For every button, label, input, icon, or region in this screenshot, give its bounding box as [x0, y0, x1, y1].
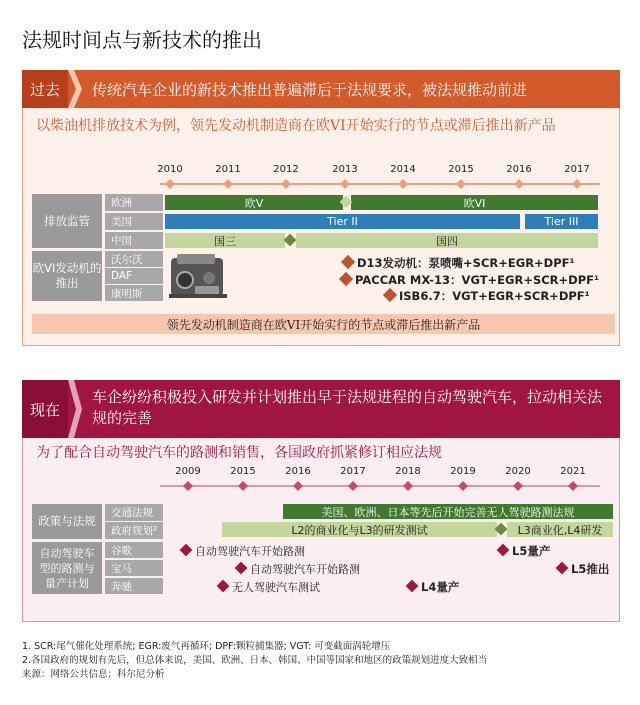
event-mercedes-test: 无人驾驶汽车测试 — [232, 581, 320, 594]
bar-l3-l4: L3商业化,L4研发 — [507, 522, 613, 537]
past-year-label: 2013 — [332, 164, 358, 175]
now-banner — [22, 380, 620, 438]
past-group-euro6-launch: 欧VI发动机的推出 — [32, 251, 102, 301]
row-label-china: 中国 — [105, 232, 163, 249]
now-year-label: 2019 — [450, 466, 476, 477]
now-axis — [160, 485, 600, 487]
bar-euro5: 欧V — [165, 195, 343, 210]
chevron-right-icon — [68, 70, 82, 108]
now-tag: 现在 — [22, 380, 68, 438]
row-label-bmw: 宝马 — [105, 560, 163, 576]
past-banner — [22, 70, 620, 108]
now-subhead: 为了配合自动驾驶汽车的路测和销售，各国政府抓紧修订相应法规 — [36, 445, 442, 461]
bar-euro6: 欧VI — [351, 195, 598, 210]
footnote-2: 2.各国政府的规划有先后，但总体来说，美国、欧洲、日本、韩国、中国等国家和地区的政策规划进度大致相当 — [22, 655, 488, 666]
past-tag: 过去 — [22, 70, 68, 108]
bar-l2-l3: L2的商业化与L3的研发测试 — [222, 522, 497, 537]
event-google-road-test: 自动驾驶汽车开始路测 — [195, 545, 305, 558]
event-bmw-l5: L5推出 — [571, 562, 610, 576]
past-year-label: 2015 — [448, 164, 474, 175]
now-year-label: 2021 — [560, 466, 586, 477]
past-subhead: 以柴油机排放技术为例，领先发动机制造商在欧VI开始实行的节点或滞后推出新产品 — [36, 118, 556, 134]
chevron-right-icon — [68, 380, 82, 438]
event-google-l5: L5量产 — [512, 544, 551, 558]
event-bmw-road-test: 自动驾驶汽车开始路测 — [250, 563, 360, 576]
now-year-label: 2020 — [505, 466, 531, 477]
bar-traffic-law: 美国、欧洲、日本等先后开始完善无人驾驶路测法规 — [283, 504, 613, 519]
event-volvo-d13: D13发动机：泵喷嘴+SCR+EGR+DPF¹ — [357, 256, 575, 270]
past-year-label: 2016 — [506, 164, 532, 175]
past-year-label: 2011 — [215, 164, 241, 175]
row-label-europe: 欧洲 — [105, 194, 163, 211]
past-year-label: 2010 — [157, 164, 183, 175]
now-year-label: 2018 — [395, 466, 421, 477]
event-cummins-isb67: ISB6.7：VGT+EGR+SCR+DPF¹ — [399, 289, 590, 303]
row-label-volvo: 沃尔沃 — [105, 251, 163, 267]
event-daf-mx13: PACCAR MX-13：VGT+EGR+SCR+DPF¹ — [355, 273, 600, 287]
now-group-testing: 自动驾驶车型的路测与量产计划 — [32, 542, 102, 594]
row-label-google: 谷歌 — [105, 542, 163, 558]
past-footer-banner: 领先发动机制造商在欧VI开始实行的节点或滞后推出新产品 — [32, 314, 615, 334]
bar-china4: 国四 — [296, 233, 598, 248]
row-label-daf: DAF — [105, 268, 163, 284]
engine-image — [165, 250, 231, 304]
now-year-label: 2009 — [175, 466, 201, 477]
past-group-emission: 排放监管 — [32, 194, 102, 248]
past-year-label: 2017 — [564, 164, 590, 175]
bar-tier2: Tier II — [165, 214, 520, 229]
now-group-policy: 政策与法规 — [32, 504, 102, 539]
footnotes — [22, 640, 622, 682]
past-year-label: 2014 — [390, 164, 416, 175]
footnote-source: 来源：网络公共信息；科尔尼分析 — [22, 669, 165, 680]
row-label-cummins: 康明斯 — [105, 285, 163, 301]
past-year-label: 2012 — [273, 164, 299, 175]
row-label-mercedes: 奔驰 — [105, 578, 163, 594]
now-year-label: 2017 — [340, 466, 366, 477]
page-title: 法规时间点与新技术的推出 — [22, 28, 262, 52]
row-label-usa: 美国 — [105, 213, 163, 230]
event-mercedes-l4: L4量产 — [421, 580, 460, 594]
footnote-1: 1. SCR:尾气催化处理系统; EGR:废气再循环; DPF:颗粒捕集器; VGT: 可变截面涡轮增压 — [22, 641, 391, 652]
bar-china3: 国三 — [165, 233, 285, 248]
row-label-traffic: 交通法规 — [105, 504, 163, 521]
bar-tier3: Tier III — [525, 214, 598, 229]
now-year-label: 2016 — [285, 466, 311, 477]
row-label-gov-plan: 政府规划² — [105, 522, 163, 539]
now-year-label: 2015 — [230, 466, 256, 477]
now-headline: 车企纷纷积极投入研发并计划推出早于法规进程的自动驾驶汽车，拉动相关法规的完善 — [92, 388, 603, 427]
past-headline: 传统汽车企业的新技术推出普遍滞后于法规要求，被法规推动前进 — [92, 81, 528, 99]
